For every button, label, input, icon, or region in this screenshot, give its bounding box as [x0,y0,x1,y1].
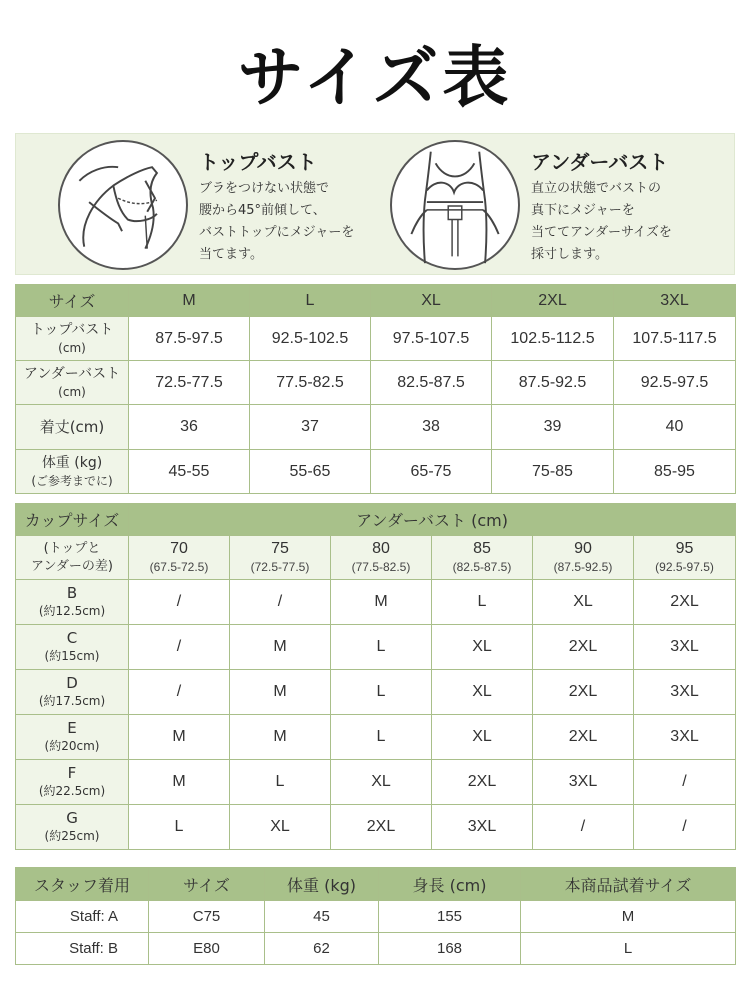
table-cell: 85-95 [614,450,736,494]
table-cell: 3XL [634,715,736,760]
under-bust-line: 真下にメジャーを [531,203,635,218]
cup-label: E (約20cm) [16,715,129,760]
cup-label: C (約15cm) [16,625,129,670]
table-cell: 3XL [634,670,736,715]
table-cell: 2XL [331,805,432,850]
table-cell: L [129,805,230,850]
table-cell: M [129,715,230,760]
table-row [16,805,736,850]
table-cell: XL [432,670,533,715]
table-cell: 62 [265,933,379,965]
cup-size-label: カップサイズ [16,504,129,536]
table-cell: L [521,933,736,965]
table-cell: 72.5-77.5 [129,361,250,405]
under-bust-label: アンダーバスト (cm) [129,504,736,536]
table-cell: XL [432,625,533,670]
staff-table [15,867,736,965]
table-cell: / [634,805,736,850]
table-cell: C75 [149,901,265,933]
table-cell: L [432,580,533,625]
table-cell: 38 [371,405,492,450]
table-cell: / [533,805,634,850]
under-bust-column: 80 (77.5-82.5) [331,536,432,580]
cup-label: G (約25cm) [16,805,129,850]
table-cell: 37 [250,405,371,450]
table-row [16,405,736,450]
header-cell: 本商品試着サイズ [521,868,736,901]
under-bust-line: 採寸します。 [531,247,608,262]
table-cell: 87.5-92.5 [492,361,614,405]
table-cell: M [129,760,230,805]
cup-label: D (約17.5cm) [16,670,129,715]
row-label: アンダーバスト (cm) [16,361,129,405]
header-cell: 身長 (cm) [379,868,521,901]
under-bust-figure-icon [392,142,518,268]
table-cell: M [331,580,432,625]
table-cell: L [230,760,331,805]
table-cell: 2XL [634,580,736,625]
table-cell: XL [331,760,432,805]
table-cell: 107.5-117.5 [614,317,736,361]
table-cell: M [230,625,331,670]
table-row [16,450,736,494]
size-table [15,284,736,494]
table-cell: / [230,580,331,625]
table-cell: 40 [614,405,736,450]
cup-label: F (約22.5cm) [16,760,129,805]
table-cell: 2XL [533,625,634,670]
table-cell: / [129,670,230,715]
table-row [16,625,736,670]
table-row [16,580,736,625]
table-cell: 2XL [533,670,634,715]
table-cell: L [331,625,432,670]
top-bust-illustration [58,140,188,270]
header-cell: サイズ [149,868,265,901]
under-bust-column: 70 (67.5-72.5) [129,536,230,580]
table-cell: 39 [492,405,614,450]
table-cell: 3XL [634,625,736,670]
under-bust-illustration [390,140,520,270]
table-row [16,760,736,805]
under-bust-column: 75 (72.5-77.5) [230,536,331,580]
cup-size-table [15,503,736,850]
table-cell: 82.5-87.5 [371,361,492,405]
table-cell: 155 [379,901,521,933]
top-bust-heading: トップバスト [199,150,317,174]
under-bust-line: 当ててアンダーサイズを [531,225,672,240]
table-cell: 102.5-112.5 [492,317,614,361]
table-row [16,317,736,361]
header-cell: サイズ [16,285,129,317]
table-cell: XL [533,580,634,625]
row-label: 体重 (kg) (ご参考までに) [16,450,129,494]
top-bust-figure-icon [60,142,186,268]
table-cell: M [521,901,736,933]
under-bust-column: 90 (87.5-92.5) [533,536,634,580]
under-bust-column: 85 (82.5-87.5) [432,536,533,580]
table-cell: L [331,715,432,760]
cup-table-subheader [16,536,736,580]
header-cell: L [250,285,371,317]
table-row [16,901,736,933]
table-row [16,670,736,715]
table-cell: E80 [149,933,265,965]
table-cell: M [230,670,331,715]
cup-table-header [16,504,736,536]
table-row [16,933,736,965]
table-cell: 3XL [432,805,533,850]
table-row [16,361,736,405]
table-cell: 45-55 [129,450,250,494]
measurement-guide [15,133,735,275]
staff-name: Staff: A [16,901,149,933]
table-cell: 3XL [533,760,634,805]
under-bust-heading: アンダーバスト [531,150,669,174]
table-cell: / [634,760,736,805]
table-cell: M [230,715,331,760]
header-cell: 2XL [492,285,614,317]
page-title: サイズ表 [237,39,513,116]
table-cell: 97.5-107.5 [371,317,492,361]
table-cell: 92.5-102.5 [250,317,371,361]
table-cell: 2XL [533,715,634,760]
table-cell: 45 [265,901,379,933]
row-label: トップバスト (cm) [16,317,129,361]
cup-label: B (約12.5cm) [16,580,129,625]
header-cell: スタッフ着用 [16,868,149,901]
staff-table-header [16,868,736,901]
row-label: 着丈(cm) [16,405,129,450]
table-cell: 55-65 [250,450,371,494]
cup-size-note: (トップと アンダーの差) [16,536,129,580]
table-cell: 65-75 [371,450,492,494]
header-cell: XL [371,285,492,317]
under-bust-line: 直立の状態でバストの [531,181,662,196]
table-cell: / [129,625,230,670]
table-cell: 87.5-97.5 [129,317,250,361]
top-bust-line: 当てます。 [199,247,263,262]
table-cell: XL [230,805,331,850]
top-bust-line: 腰から45°前傾して、 [199,203,326,218]
table-cell: 2XL [432,760,533,805]
top-bust-line: バストトップにメジャーを [199,225,355,240]
table-cell: 75-85 [492,450,614,494]
header-cell: 3XL [614,285,736,317]
top-bust-line: ブラをつけない状態で [199,181,330,196]
header-cell: M [129,285,250,317]
staff-name: Staff: B [16,933,149,965]
table-row [16,715,736,760]
table-cell: 92.5-97.5 [614,361,736,405]
table-cell: L [331,670,432,715]
header-cell: 体重 (kg) [265,868,379,901]
table-cell: 77.5-82.5 [250,361,371,405]
size-table-header [16,285,736,317]
table-cell: 168 [379,933,521,965]
table-cell: / [129,580,230,625]
under-bust-column: 95 (92.5-97.5) [634,536,736,580]
table-cell: XL [432,715,533,760]
table-cell: 36 [129,405,250,450]
